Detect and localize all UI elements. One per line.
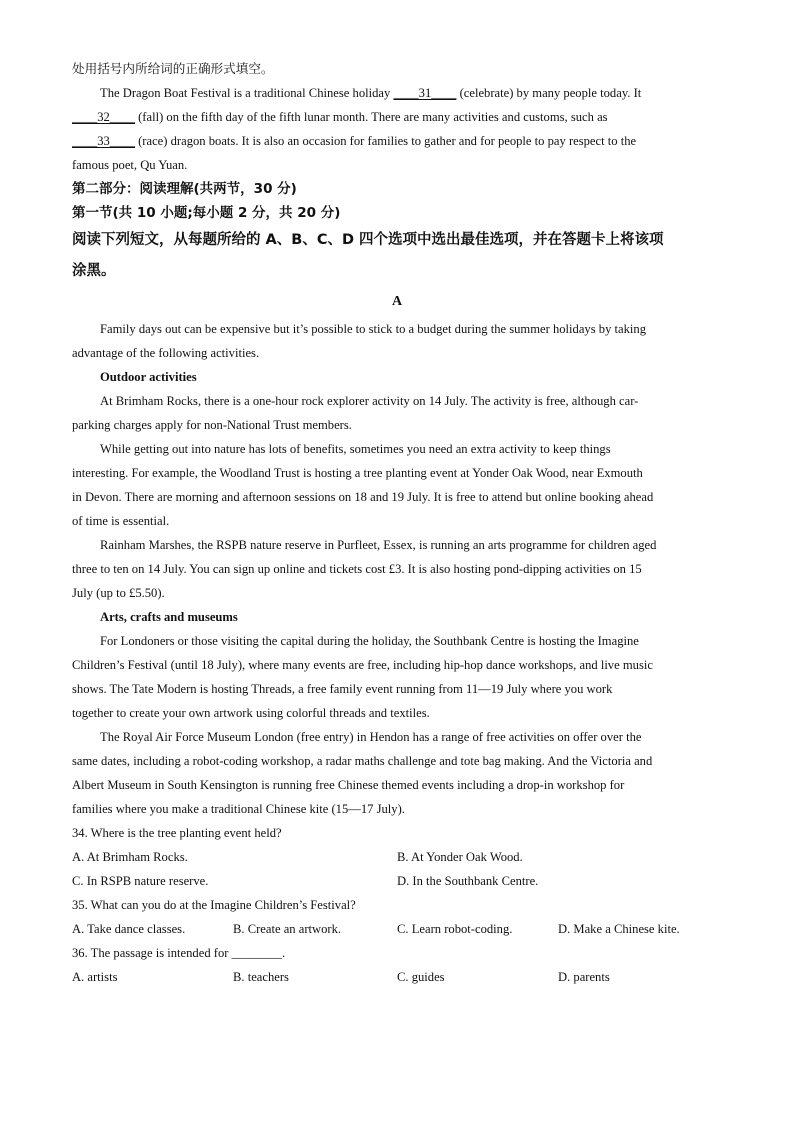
option-d: D. In the Southbank Centre. xyxy=(397,874,539,888)
option-b: B. teachers xyxy=(233,970,289,984)
cloze-text: The Dragon Boat Festival is a traditional Chinese holiday xyxy=(100,86,394,100)
passage-letter: A xyxy=(391,294,403,309)
section-heading-part1: 第一节(共 10 小题;每小题 2 分，共 20 分) xyxy=(72,205,341,221)
reading-instruction-line-1: 阅读下列短文，从每题所给的 A、B、C、D 四个选项中选出最佳选项，并在答题卡上将该项 xyxy=(72,232,664,248)
paragraph-line: shows. The Tate Modern is hosting Threads, a free family event running from 11—19 July where you work xyxy=(72,682,613,696)
option-c: C. In RSPB nature reserve. xyxy=(72,874,209,888)
question-35: 35. What can you do at the Imagine Children’s Festival? xyxy=(72,898,356,912)
paragraph-line: interesting. For example, the Woodland Trust is hosting a tree planting event at Yonder Oak Wood, near Exmouth xyxy=(72,466,643,480)
reading-instruction-line-2: 涂黑。 xyxy=(72,263,116,279)
subheading-outdoor: Outdoor activities xyxy=(100,370,197,384)
option-b: B. At Yonder Oak Wood. xyxy=(397,850,523,864)
cloze-line-4: famous poet, Qu Yuan. xyxy=(72,158,188,172)
section-heading-part2: 第二部分：阅读理解(共两节，30 分) xyxy=(72,181,297,197)
paragraph-line: July (up to £5.50). xyxy=(72,586,165,600)
paragraph-line: of time is essential. xyxy=(72,514,170,528)
paragraph-line: The Royal Air Force Museum London (free entry) in Hendon has a range of free activities on offer over the xyxy=(100,730,642,744)
cloze-text: (fall) on the fifth day of the fifth lunar month. There are many activities and customs, such as xyxy=(134,110,608,124)
paragraph-line: three to ten on 14 July. You can sign up online and tickets cost £3. It is also hosting pond-dipping activities on 15 xyxy=(72,562,642,576)
option-a: A. Take dance classes. xyxy=(72,922,186,936)
option-b: B. Create an artwork. xyxy=(233,922,342,936)
cloze-line-3 xyxy=(72,129,722,153)
cloze-text: (race) dragon boats. It is also an occasion for families to gather and for people to pay respect to the xyxy=(134,134,637,148)
paragraph-line: parking charges apply for non-National Trust members. xyxy=(72,418,352,432)
blank-33: ____33____ xyxy=(72,134,135,148)
option-d: D. Make a Chinese kite. xyxy=(558,922,680,936)
paragraph-line: Rainham Marshes, the RSPB nature reserve in Purfleet, Essex, is running an arts programme for children aged xyxy=(100,538,657,552)
blank-32: ____32____ xyxy=(72,110,135,124)
passage-intro-line: advantage of the following activities. xyxy=(72,346,260,360)
paragraph-line: families where you make a traditional Chinese kite (15—17 July). xyxy=(72,802,405,816)
option-c: C. Learn robot-coding. xyxy=(397,922,513,936)
option-c: C. guides xyxy=(397,970,445,984)
question-34-options xyxy=(72,869,722,893)
cloze-text: (celebrate) by many people today. It xyxy=(456,86,642,100)
subheading-arts: Arts, crafts and museums xyxy=(100,610,238,624)
option-d: D. parents xyxy=(558,970,610,984)
cloze-line-2 xyxy=(72,105,722,129)
paragraph-line: At Brimham Rocks, there is a one-hour rock explorer activity on 14 July. The activity is free, although car- xyxy=(100,394,639,408)
passage-intro-line: Family days out can be expensive but it’s possible to stick to a budget during the summer holidays by taking xyxy=(100,322,647,336)
paragraph-line: same dates, including a robot-coding workshop, a radar maths challenge and tote bag making. And the Victoria and xyxy=(72,754,653,768)
cloze-instruction: 处用括号内所给词的正确形式填空。 xyxy=(72,61,274,76)
question-34: 34. Where is the tree planting event held? xyxy=(72,826,282,840)
option-a: A. At Brimham Rocks. xyxy=(72,850,188,864)
question-36: 36. The passage is intended for ________. xyxy=(72,946,286,960)
question-36-options xyxy=(72,965,722,989)
paragraph-line: While getting out into nature has lots of benefits, sometimes you need an extra activity to keep things xyxy=(100,442,611,456)
paragraph-line: together to create your own artwork using colorful threads and textiles. xyxy=(72,706,430,720)
paragraph-line: Albert Museum in South Kensington is running free Chinese themed events including a drop-in workshop for xyxy=(72,778,625,792)
blank-31: ____31____ xyxy=(393,86,457,100)
paragraph-line: For Londoners or those visiting the capital during the holiday, the Southbank Centre is hosting the Imagine xyxy=(100,634,639,648)
paragraph-line: in Devon. There are morning and afternoon sessions on 18 and 19 July. It is free to attend but online booking ahead xyxy=(72,490,654,504)
option-a: A. artists xyxy=(72,970,118,984)
question-35-options xyxy=(72,917,722,941)
exam-page xyxy=(72,57,722,989)
cloze-line-1 xyxy=(72,81,722,105)
question-34-options xyxy=(72,845,722,869)
paragraph-line: Children’s Festival (until 18 July), where many events are free, including hip-hop dance workshops, and live music xyxy=(72,658,653,672)
